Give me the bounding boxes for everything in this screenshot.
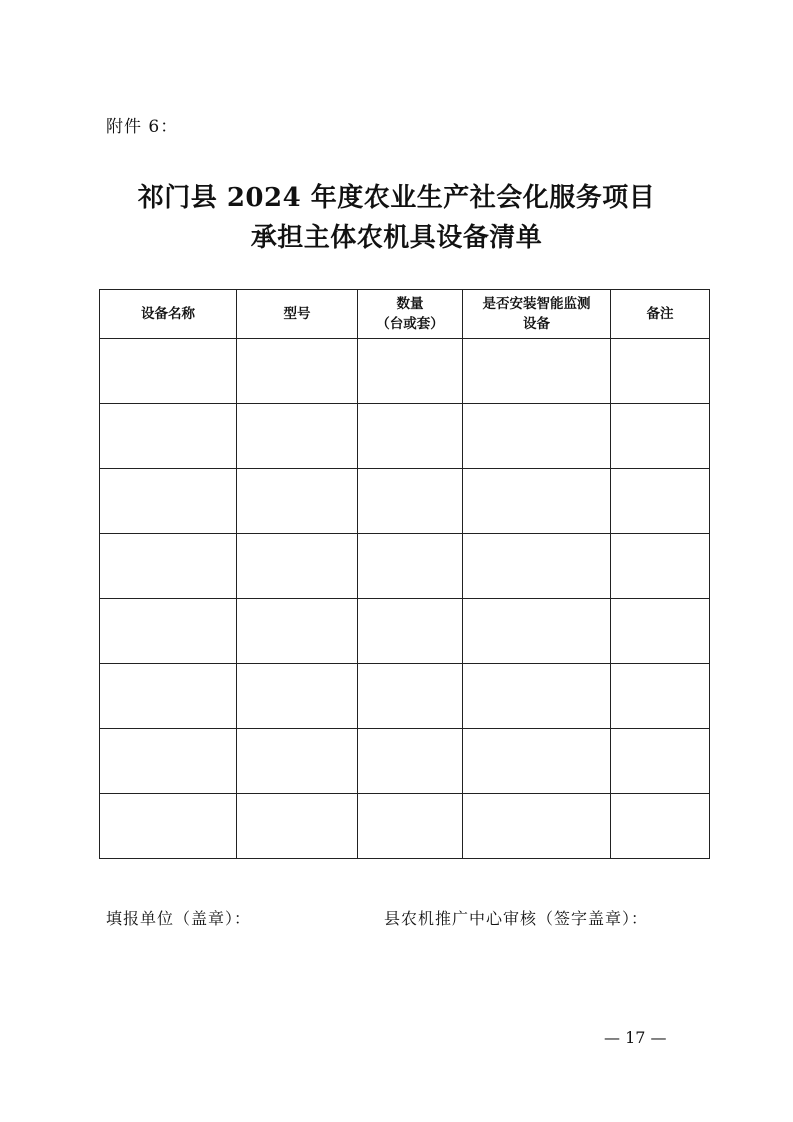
page-number: — 17 —: [604, 1028, 667, 1047]
table-row: [100, 729, 710, 794]
document-title-line-2: 承担主体农机具设备清单: [250, 223, 543, 253]
table-row: [100, 534, 710, 599]
table-cell[interactable]: [611, 469, 710, 534]
table-cell[interactable]: [463, 534, 611, 599]
header-quantity: 数量 （台或套）: [358, 290, 463, 339]
attachment-label: 附件 6：: [106, 117, 179, 137]
header-remarks: 备注: [611, 290, 710, 339]
table-cell[interactable]: [358, 729, 463, 794]
table-cell[interactable]: [237, 794, 358, 859]
table-cell[interactable]: [100, 469, 237, 534]
table-cell[interactable]: [611, 339, 710, 404]
table-row: [100, 404, 710, 469]
table-cell[interactable]: [463, 729, 611, 794]
table-cell[interactable]: [237, 404, 358, 469]
table-cell[interactable]: [463, 664, 611, 729]
header-model: 型号: [237, 290, 358, 339]
table-cell[interactable]: [100, 664, 237, 729]
table-cell[interactable]: [237, 599, 358, 664]
table-cell[interactable]: [358, 599, 463, 664]
table-cell[interactable]: [463, 599, 611, 664]
table-cell[interactable]: [358, 404, 463, 469]
table-body: [100, 339, 710, 859]
table-cell[interactable]: [237, 339, 358, 404]
table-row: [100, 599, 710, 664]
table-row: [100, 469, 710, 534]
table-cell[interactable]: [358, 794, 463, 859]
table-cell[interactable]: [358, 469, 463, 534]
table-cell[interactable]: [463, 469, 611, 534]
table-cell[interactable]: [611, 729, 710, 794]
table-cell[interactable]: [237, 469, 358, 534]
header-monitoring-device: 是否安装智能监测 设备: [463, 290, 611, 339]
table-cell[interactable]: [100, 534, 237, 599]
table-row: [100, 794, 710, 859]
document-title-line-1: 祁门县 2024 年度农业生产社会化服务项目: [137, 183, 656, 213]
table-row: [100, 664, 710, 729]
table-cell[interactable]: [237, 664, 358, 729]
table-cell[interactable]: [358, 664, 463, 729]
table-row: [100, 339, 710, 404]
header-equipment-name: 设备名称: [100, 290, 237, 339]
table-cell[interactable]: [463, 794, 611, 859]
table-cell[interactable]: [100, 794, 237, 859]
table-cell[interactable]: [611, 599, 710, 664]
table-cell[interactable]: [611, 664, 710, 729]
table-cell[interactable]: [100, 339, 237, 404]
applicant-seal-label: 填报单位（盖章）：: [106, 909, 252, 928]
table-cell[interactable]: [463, 404, 611, 469]
table-cell[interactable]: [100, 729, 237, 794]
table-cell[interactable]: [611, 794, 710, 859]
table-cell[interactable]: [611, 404, 710, 469]
table-cell[interactable]: [358, 339, 463, 404]
table-cell[interactable]: [237, 534, 358, 599]
table-header-row: [100, 290, 710, 339]
reviewer-seal-label: 县农机推广中心审核（签字盖章）：: [384, 909, 649, 928]
table-cell[interactable]: [100, 404, 237, 469]
table-cell[interactable]: [463, 339, 611, 404]
table-cell[interactable]: [100, 599, 237, 664]
table-cell[interactable]: [237, 729, 358, 794]
equipment-table: [99, 289, 710, 859]
table-cell[interactable]: [358, 534, 463, 599]
table-cell[interactable]: [611, 534, 710, 599]
